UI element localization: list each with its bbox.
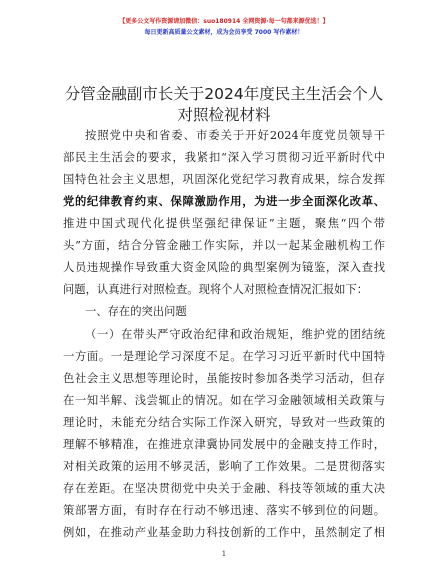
body-line: 按照党中央和省委、市委关于开好2024年度党员领导干 bbox=[85, 129, 385, 142]
body-line: 理解不够精准，在推进京津冀协同发展中的金融支持工作时， bbox=[63, 438, 385, 451]
body-line: 对相关政策的运用不够灵活，影响了工作效果。二是贯彻落实 bbox=[63, 460, 385, 473]
body-line: 例如，在推动产业基金助力科技创新的工作中，虽然制定了相 bbox=[63, 526, 385, 539]
document-title-line-2: 对照检视材料 bbox=[177, 106, 271, 124]
body-line-highlighted bbox=[63, 194, 385, 209]
body-line: 理论时，未能充分结合实际工作深入研究，导致对一些政策的 bbox=[63, 416, 385, 429]
body-line: 策部署方面，有时存在行动不够迅速、落实不够到位的问题。 bbox=[63, 504, 385, 517]
body-line: 一方面。一是理论学习深度不足。在学习习近平新时代中国特 bbox=[63, 350, 385, 363]
section-heading: 一、存在的突出问题 bbox=[85, 305, 187, 318]
body-line: 在一知半解、浅尝辄止的情况。如在学习金融领域相关政策与 bbox=[63, 394, 385, 407]
promo-banner-red: 【更多公文写作资源请加微信：suo180914 全网资源·每一句都来源优选！】 bbox=[119, 18, 329, 25]
body-line: （一）在带头严守政治纪律和政治规矩，维护党的团结统 bbox=[85, 328, 385, 341]
body-line: 存在差距。在坚决贯彻党中央关于金融、科技等领域的重大决 bbox=[63, 482, 385, 495]
document-title-line-1: 分管金融副市长关于2024年度民主生活会个人 bbox=[64, 85, 384, 103]
page-number: 1 bbox=[221, 550, 227, 558]
highlighted-text: 党的纪律教育约束、保障激励作用，为进一步全面深化改革、 bbox=[63, 194, 385, 208]
body-line: 人员违规操作导致重大资金风险的典型案例为镜鉴，深入查找 bbox=[63, 261, 385, 274]
promo-banner-blue: 每日更新高质量公文素材，成为会员享受 7000 写作素材！ bbox=[144, 29, 304, 36]
body-line: 推进中国式现代化提供坚强纪律保证”主题，聚焦“四个带 bbox=[63, 217, 385, 230]
body-line: 色社会主义思想等理论时，虽能按时参加各类学习活动，但存 bbox=[63, 372, 385, 385]
body-line: 国特色社会主义思想，巩固深化党纪学习教育成果，综合发挥 bbox=[63, 173, 385, 186]
body-line: 头”方面，结合分管金融工作实际，并以一起某金融机构工作 bbox=[63, 239, 385, 252]
body-line: 问题，认真进行对照检查。现将个人对照检查情况汇报如下： bbox=[63, 283, 369, 296]
body-line: 部民主生活会的要求，我紧扣“深入学习贯彻习近平新时代中 bbox=[63, 151, 385, 164]
